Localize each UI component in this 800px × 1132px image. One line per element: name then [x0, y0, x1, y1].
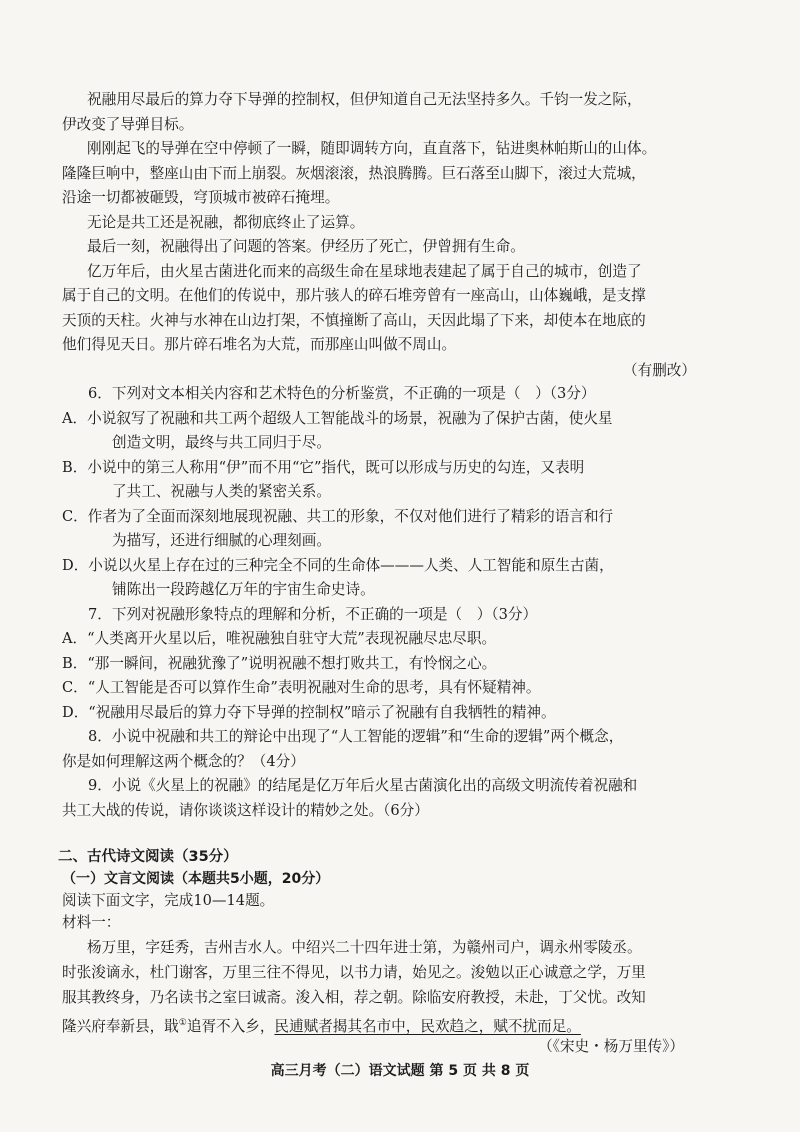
- story-paragraph-1-line-2: 伊改变了导弹目标。: [62, 116, 194, 133]
- question-9-line-2: 共工大战的传说，请你谈谈这样设计的精妙之处。（6分）: [62, 802, 429, 819]
- question-6-option-d-line-2: 铺陈出一段跨越亿万年的宇宙生命史诗。: [112, 581, 375, 598]
- story-paragraph-5-line-4: 他们得见天日。那片碎石堆名为大荒，而那座山叫做不周山。: [62, 336, 457, 353]
- question-7-option-b: B．“那一瞬间，祝融犹豫了”说明祝融不想打败共工，有怜悯之心。: [62, 655, 497, 672]
- source-note: （有删改）: [623, 362, 696, 379]
- material-line-3: 服其教终身，乃名读书之室曰诚斋。浚入相，荐之朝。除临安府教授，未赴，丁父忧。改知: [62, 989, 646, 1006]
- story-paragraph-4: 最后一刻，祝融得出了问题的答案。伊经历了死亡，伊曾拥有生命。: [87, 238, 525, 255]
- reading-instruction: 阅读下面文字，完成10—14题。: [62, 892, 275, 909]
- question-6-stem: 6．下列对文本相关内容和艺术特色的分析鉴赏，不正确的一项是（ ）（3分）: [88, 385, 596, 402]
- underlined-sentence: 民逋赋者揭其名市中，民欢趋之，赋不扰而足。: [274, 1017, 581, 1035]
- question-9-line-1: 9．小说《火星上的祝融》的结尾是亿万年后火星古菌演化出的高级文明流传着祝融和: [88, 777, 638, 794]
- question-8-line-1: 8．小说中祝融和共工的辩论中出现了“人工智能的逻辑”和“生命的逻辑”两个概念，: [88, 728, 624, 745]
- question-6-option-d-line-1: D．小说以火星上存在过的三种完全不同的生命体———人类、人工智能和原生古菌，: [62, 557, 614, 574]
- section-2-subsection-title: （一）文言文阅读（本题共5小题，20分）: [62, 871, 330, 887]
- page-footer: 高三月考（二）语文试题 第 5 页 共 8 页: [270, 1063, 530, 1079]
- story-paragraph-5-line-3: 天顶的天柱。火神与水神在山边打架，不慎撞断了高山，天因此塌了下来，却使本在地底的: [62, 312, 646, 329]
- question-6-option-c-line-1: C．作者为了全面而深刻地展现祝融、共工的形象，不仅对他们进行了精彩的语言和行: [62, 508, 614, 525]
- question-7-option-d: D．“祝融用尽最后的算力夺下导弹的控制权”暗示了祝融有自我牺牲的精神。: [62, 704, 556, 721]
- material-source: （《宋史・杨万里传》）: [538, 1038, 684, 1055]
- material-line-4-middle: 追胥不入乡，: [186, 1017, 275, 1035]
- story-paragraph-2-line-2: 隆隆巨响中，整座山由下而上崩裂。灰烟滚滚，热浪腾腾。巨石落至山脚下，滚过大荒城，: [62, 165, 646, 182]
- question-6-option-c-line-2: 为描写，还进行细腻的心理刻画。: [112, 532, 331, 549]
- material-line-2: 时张浚谪永，杜门谢客，万里三往不得见，以书力请，始见之。浚勉以正心诚意之学，万里: [62, 964, 646, 981]
- question-6-option-a-line-2: 创造文明，最终与共工同归于尽。: [112, 434, 331, 451]
- question-8-line-2: 你是如何理解这两个概念的？（4分）: [62, 753, 305, 770]
- footnote-marker: ①: [178, 1018, 187, 1028]
- question-6-option-a-line-1: A．小说叙写了祝融和共工两个超级人工智能战斗的场景，祝融为了保护古菌，使火星: [62, 410, 613, 427]
- question-7-stem: 7．下列对祝融形象特点的理解和分析，不正确的一项是（ ）（3分）: [88, 606, 538, 623]
- section-2-title: 二、古代诗文阅读（35分）: [58, 849, 238, 865]
- question-7-option-c: C．“人工智能是否可以算作生命”表明祝融对生命的思考，具有怀疑精神。: [62, 679, 541, 696]
- question-7-option-a: A．“人类离开火星以后，唯祝融独自驻守大荒”表现祝融尽忠尽职。: [62, 630, 497, 647]
- story-paragraph-2-line-1: 刚刚起飞的导弹在空中停顿了一瞬，随即调转方向，直直落下，钻进奥林帕斯山的山体。: [87, 140, 657, 157]
- material-line-1: 杨万里，字廷秀，吉州吉水人。中绍兴二十四年进士第，为赣州司户，调永州零陵丞。: [87, 939, 642, 956]
- material-line-4-start: 隆兴府奉新县，戢: [62, 1017, 179, 1035]
- material-line-4: [62, 1012, 581, 1038]
- question-6-option-b-line-1: B．小说中的第三人称用“伊”而不用“它”指代，既可以形成与历史的勾连，又表明: [62, 459, 585, 476]
- question-6-option-b-line-2: 了共工、祝融与人类的紧密关系。: [112, 483, 331, 500]
- material-label: 材料一：: [62, 914, 121, 931]
- story-paragraph-2-line-3: 沿途一切都被砸毁，穹顶城市被碎石掩埋。: [62, 189, 340, 206]
- story-paragraph-5-line-1: 亿万年后，由火星古菌进化而来的高级生命在星球地表建起了属于自己的城市，创造了: [87, 263, 642, 280]
- story-paragraph-5-line-2: 属于自己的文明。在他们的传说中，那片骇人的碎石堆旁曾有一座高山，山体巍峨，是支撑: [62, 287, 646, 304]
- story-paragraph-3: 无论是共工还是祝融，都彻底终止了运算。: [87, 214, 365, 231]
- story-paragraph-1-line-1: 祝融用尽最后的算力夺下导弹的控制权，但伊知道自己无法坚持多久。千钧一发之际，: [87, 91, 642, 108]
